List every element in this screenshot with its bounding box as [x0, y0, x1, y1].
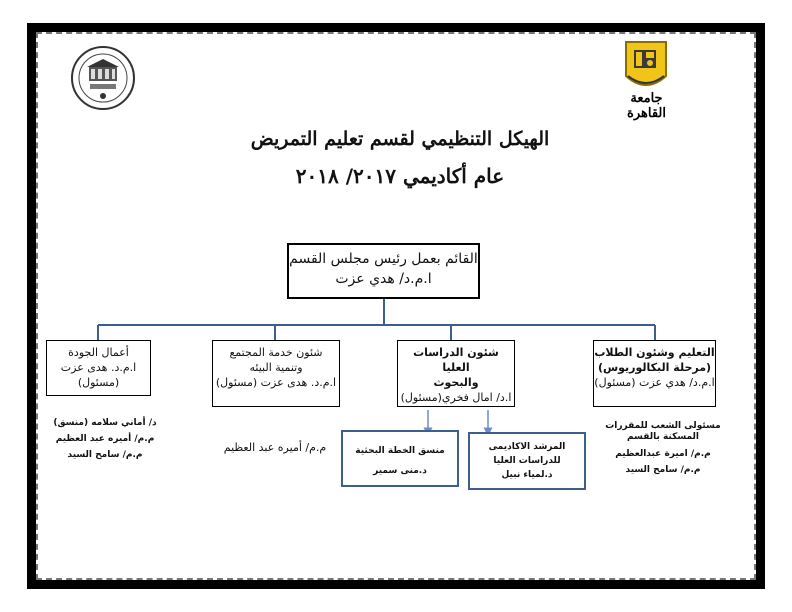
dept-head: (مسئول)	[77, 376, 120, 389]
dept-title: والبحوث	[433, 376, 479, 389]
dept-title: شئون خدمة المجتمع	[229, 346, 323, 359]
note-line: م.م/ أميره عبد العظيم	[55, 434, 155, 444]
student-affairs-members	[588, 421, 738, 478]
note-line: م.م/ سامح السيد	[625, 465, 701, 475]
academic-advisor-box	[468, 432, 586, 490]
dept-box-student-affairs	[593, 340, 716, 407]
department-head-role: القائم بعمل رئيس مجلس القسم	[289, 251, 478, 267]
dept-title: وتنمية البيئه	[249, 361, 303, 374]
dept-head: ا.م.د. هدى عزت (مسئول)	[215, 376, 337, 389]
research-plan-coordinator-box	[341, 430, 459, 487]
note-line: د/ أماني سلامه (منسق)	[53, 418, 157, 428]
department-head-name: ا.م.د/ هدي عزت	[335, 271, 432, 287]
note-line: م.م/ اميرة عبدالعظيم	[615, 449, 711, 459]
dept-title: أعمال الجودة	[68, 346, 129, 359]
dept-title: التعليم وشئون الطلاب	[594, 346, 715, 359]
academic-year: عام أكاديمي ٢٠١٧/ ٢٠١٨	[295, 164, 505, 188]
unit-title: للدراسات العليا	[493, 456, 561, 466]
dept-head: ا.م.د. هدى عزت	[60, 361, 137, 374]
note-line: المسكنة بالقسم	[627, 432, 699, 442]
note-line: مسئولى الشعب للمقررات	[605, 421, 721, 431]
unit-title: المرشد الاكاديمى	[488, 442, 566, 452]
dept-head: ا.د/ امال فخري(مسئول)	[400, 391, 512, 404]
note-line: م.م/ سامح السيد	[67, 450, 143, 460]
community-service-member: م.م/ أميره عبد العظيم	[223, 441, 327, 454]
unit-title: منسق الخطة البحثية	[355, 446, 445, 456]
chart-title: الهيكل التنظيمي لقسم تعليم التمريض	[250, 128, 550, 150]
department-head-box	[287, 243, 480, 299]
dept-title: شئون الدراسات العليا	[413, 346, 499, 374]
quality-members	[40, 415, 170, 463]
dept-box-community-service	[212, 340, 340, 407]
unit-name: د.لمياء نبيل	[501, 470, 553, 480]
university-name: جامعة القاهرة	[627, 91, 666, 121]
dept-title: (مرحلة البكالوريوس)	[597, 361, 712, 374]
dept-head: ا.م.د/ هدي عزت (مسئول)	[594, 376, 715, 389]
dept-box-quality	[46, 340, 151, 396]
unit-name: د.منى سمير	[373, 466, 427, 476]
dept-box-graduate-studies	[397, 340, 515, 407]
